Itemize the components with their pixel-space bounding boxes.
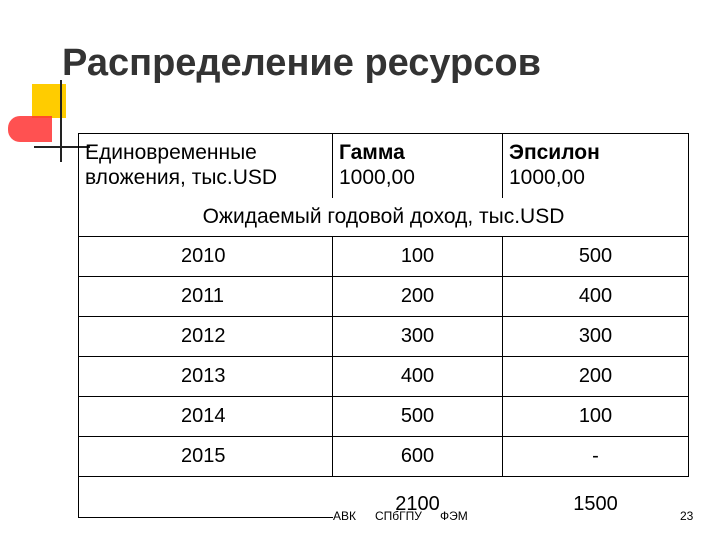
year-cell: 2015 [79, 437, 333, 477]
expected-income-label: Ожидаемый годовой доход, тыс.USD [79, 198, 689, 237]
investment-label-line2: вложения, тыс.USD [85, 166, 278, 189]
year-cell: 2010 [79, 237, 333, 277]
investment-label-line1: Единовременные [85, 141, 257, 164]
table-row [79, 397, 689, 437]
gamma-income-cell: 100 [333, 237, 503, 277]
year-cell: 2014 [79, 397, 333, 437]
gamma-income-cell: 400 [333, 357, 503, 397]
resource-table [78, 133, 689, 518]
footer-org-spbgpu: СПбГПУ [375, 509, 422, 523]
totals-empty-cell [79, 477, 333, 518]
year-cell: 2011 [79, 277, 333, 317]
gamma-income-cell: 600 [333, 437, 503, 477]
gamma-income-cell: 300 [333, 317, 503, 357]
slide-logo [0, 0, 90, 175]
table-row [79, 317, 689, 357]
gamma-investment-value: 1000,00 [339, 166, 415, 189]
logo-red-shape [8, 116, 52, 142]
epsilon-income-cell: 300 [503, 317, 689, 357]
table-row [79, 357, 689, 397]
gamma-total-cell: 2100 [333, 477, 503, 518]
table-row [79, 277, 689, 317]
footer-org-avk: АВК [333, 509, 356, 523]
year-cell: 2012 [79, 317, 333, 357]
table-row [79, 237, 689, 277]
epsilon-income-cell: 400 [503, 277, 689, 317]
epsilon-header-cell [503, 134, 689, 199]
epsilon-project-name: Эпсилон [509, 141, 600, 164]
year-cell: 2013 [79, 357, 333, 397]
gamma-income-cell: 200 [333, 277, 503, 317]
table-row [79, 437, 689, 477]
epsilon-total-cell: 1500 [503, 477, 689, 518]
footer-org-fem: ФЭМ [440, 509, 468, 523]
slide-title: Распределение ресурсов [62, 42, 541, 84]
epsilon-investment-value: 1000,00 [509, 166, 585, 189]
epsilon-income-cell: 200 [503, 357, 689, 397]
gamma-project-name: Гамма [339, 141, 405, 164]
gamma-income-cell: 500 [333, 397, 503, 437]
logo-vertical-line [60, 80, 62, 162]
investment-header-cell [79, 134, 333, 199]
table-subheader-row [79, 198, 689, 237]
table-header-row [79, 134, 689, 199]
page-number: 23 [680, 509, 694, 523]
epsilon-income-cell: - [503, 437, 689, 477]
epsilon-income-cell: 100 [503, 397, 689, 437]
epsilon-income-cell: 500 [503, 237, 689, 277]
gamma-header-cell [333, 134, 503, 199]
